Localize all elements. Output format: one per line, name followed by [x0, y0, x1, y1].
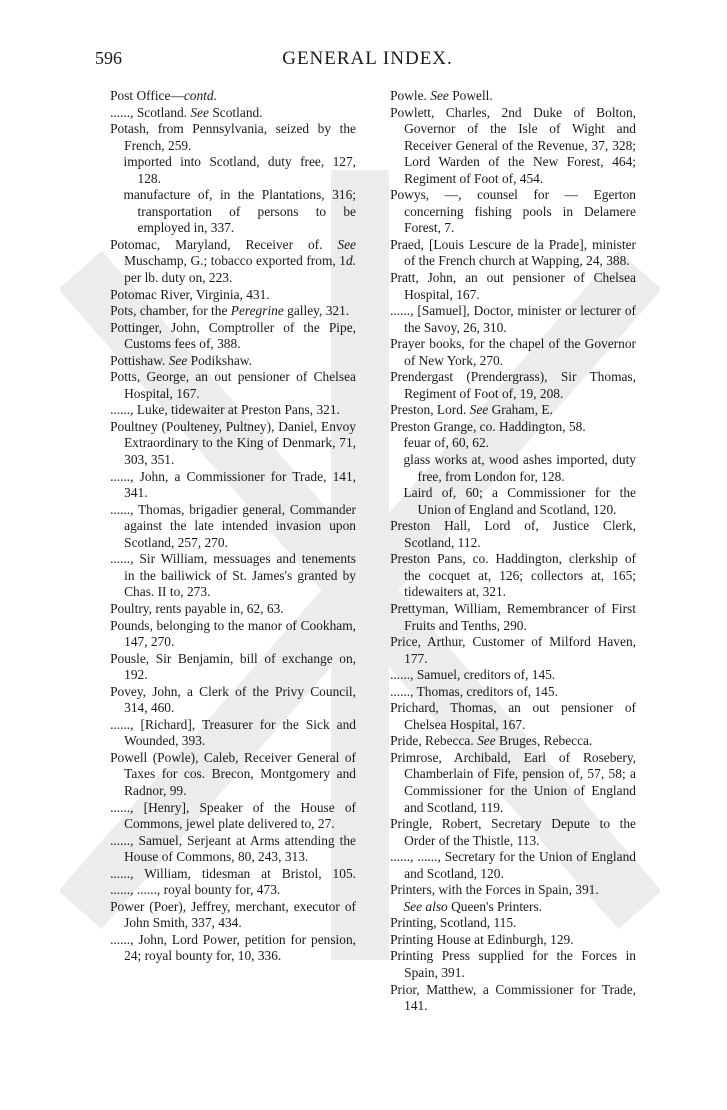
index-entry: Poultry, rents payable in, 62, 63. [110, 600, 284, 616]
index-entry: Poultney (Poulteney, Pultney), Daniel, Envoy Extraordinary to the King of Denmark, 71, 303, 351. [110, 418, 356, 468]
index-entry: Pottishaw. See Podikshaw. [110, 352, 252, 368]
index-entry: Post Office—contd. [110, 88, 217, 103]
index-entry: ......, Thomas, brigadier general, Commander against the late intended invasion upon Scotland, 257, 270. [110, 501, 356, 550]
index-entry: Printing, Scotland, 115. [390, 915, 517, 931]
index-entry: Preston Pans, co. Haddington, clerkship of the cocquet at, 126; collectors at, 165; tidewaiters at, 321. [390, 551, 636, 600]
index-entry: Potts, George, an out pensioner of Chelsea Hospital, 167. [110, 369, 356, 401]
index-entry: ......, ......, Secretary for the Union of England and Scotland, 120. [390, 849, 636, 881]
index-entry: Pounds, belonging to the manor of Cookham, 147, 270. [110, 617, 356, 650]
index-entry: ......, Samuel, Serjeant at Arms attending the House of Commons, 80, 243, 313. [110, 832, 356, 865]
index-entry: See also Queen's Printers. [403, 898, 543, 914]
index-entry: ......, [Samuel], Doctor, minister or lecturer of the Savoy, 26, 310. [390, 303, 636, 335]
page-number: 596 [95, 48, 122, 68]
index-entry: Powell (Powle), Caleb, Receiver General of Taxes for cos. Brecon, Montgomery and Radnor, 99. [110, 749, 356, 798]
index-entry: ......, John, Lord Power, petition for pension, 24; royal bounty for, 10, 336. [110, 931, 356, 964]
page-header [95, 48, 640, 76]
index-entry: Powlett, Charles, 2nd Duke of Bolton, Governor of the Isle of Wight and Receiver General of the Revenue, 37, 328; Lord Warden of the New Forest, 464; Regiment of Foot of, 454. [390, 104, 636, 186]
index-entry: Prettyman, William, Remembrancer of First Fruits and Tenths, 290. [390, 600, 636, 633]
index-entry: Preston Grange, co. Haddington, 58. [390, 418, 586, 434]
index-entry: Prior, Matthew, a Commissioner for Trade, 141. [390, 981, 636, 1014]
index-entry: Powys, —, counsel for — Egerton concerning fishing pools in Delamere Forest, 7. [390, 187, 636, 236]
index-entry: Preston, Lord. See Graham, E. [390, 402, 553, 418]
index-entry: Laird of, 60; a Commissioner for the Union of England and Scotland, 120. [403, 485, 636, 517]
index-entry: Prayer books, for the chapel of the Governor of New York, 270. [390, 336, 636, 368]
index-entry: Pride, Rebecca. See Bruges, Rebecca. [390, 733, 593, 749]
index-entry: Power (Poer), Jeffrey, merchant, executor of John Smith, 337, 434. [110, 898, 356, 931]
index-entry: Potomac River, Virginia, 431. [110, 286, 270, 302]
left-index-column [96, 88, 356, 965]
index-entry: Printers, with the Forces in Spain, 391. [390, 882, 599, 898]
right-index-column [376, 88, 636, 1015]
index-entry: Primrose, Archibald, Earl of Rosebery, Chamberlain of Fife, pension of, 57, 58; a Commissioner for the Union of England and Scotland, 119. [390, 749, 636, 815]
index-entry: ......, John, a Commissioner for Trade, 141, 341. [110, 468, 356, 501]
index-entry: imported into Scotland, duty free, 127, 128. [123, 154, 356, 186]
index-entry: Pots, chamber, for the Peregrine galley, 321. [110, 303, 350, 319]
index-entry: Preston Hall, Lord of, Justice Clerk, Scotland, 112. [390, 518, 636, 550]
index-entry: Printing House at Edinburgh, 129. [390, 931, 574, 947]
index-entry: Pousle, Sir Benjamin, bill of exchange on, 192. [110, 650, 356, 683]
index-entry: Pringle, Robert, Secretary Depute to the Order of the Thistle, 113. [390, 816, 636, 848]
index-entry: ......, [Richard], Treasurer for the Sick and Wounded, 393. [110, 716, 356, 749]
index-entry: Potash, from Pennsylvania, seized by the French, 259. [110, 121, 356, 153]
index-entry: ......, [Henry], Speaker of the House of Commons, jewel plate delivered to, 27. [110, 799, 356, 832]
index-entry: Potomac, Maryland, Receiver of. See Muschamp, G.; tobacco exported from, 1d. per lb. duty on, 223. [110, 236, 356, 286]
index-entry: Pratt, John, an out pensioner of Chelsea Hospital, 167. [390, 270, 636, 302]
index-entry: Praed, [Louis Lescure de la Prade], minister of the French church at Wapping, 24, 388. [390, 236, 636, 269]
index-entry: ......, Luke, tidewaiter at Preston Pans, 321. [110, 402, 340, 418]
index-entry: feuar of, 60, 62. [403, 435, 489, 451]
index-entry: ......, Samuel, creditors of, 145. [390, 667, 556, 683]
index-entry: Price, Arthur, Customer of Milford Haven, 177. [390, 634, 636, 666]
index-entry: Prendergast (Prendergrass), Sir Thomas, Regiment of Foot of, 19, 208. [390, 369, 636, 401]
index-entry: manufacture of, in the Plantations, 316; transportation of persons to be employed in, 337. [123, 187, 356, 236]
index-entry: Povey, John, a Clerk of the Privy Council, 314, 460. [110, 683, 356, 716]
index-entry: Prichard, Thomas, an out pensioner of Chelsea Hospital, 167. [390, 700, 636, 732]
index-entry: ......, Thomas, creditors of, 145. [390, 683, 558, 699]
index-entry: ......, Scotland. See Scotland. [110, 104, 263, 120]
index-entry: ......, Sir William, messuages and tenements in the bailiwick of St. James's granted by Chas. II to, 273. [110, 551, 356, 600]
running-head: GENERAL INDEX. [282, 48, 453, 69]
index-entry: Powle. See Powell. [390, 88, 493, 103]
index-entry: glass works at, wood ashes imported, duty free, from London for, 128. [403, 452, 636, 484]
index-entry: Pottinger, John, Comptroller of the Pipe, Customs fees of, 388. [110, 319, 356, 352]
index-entry: ......, William, tidesman at Bristol, 105. [110, 865, 356, 881]
index-entry: Printing Press supplied for the Forces in Spain, 391. [390, 948, 636, 980]
index-entry: ......, ......, royal bounty for, 473. [110, 882, 281, 898]
